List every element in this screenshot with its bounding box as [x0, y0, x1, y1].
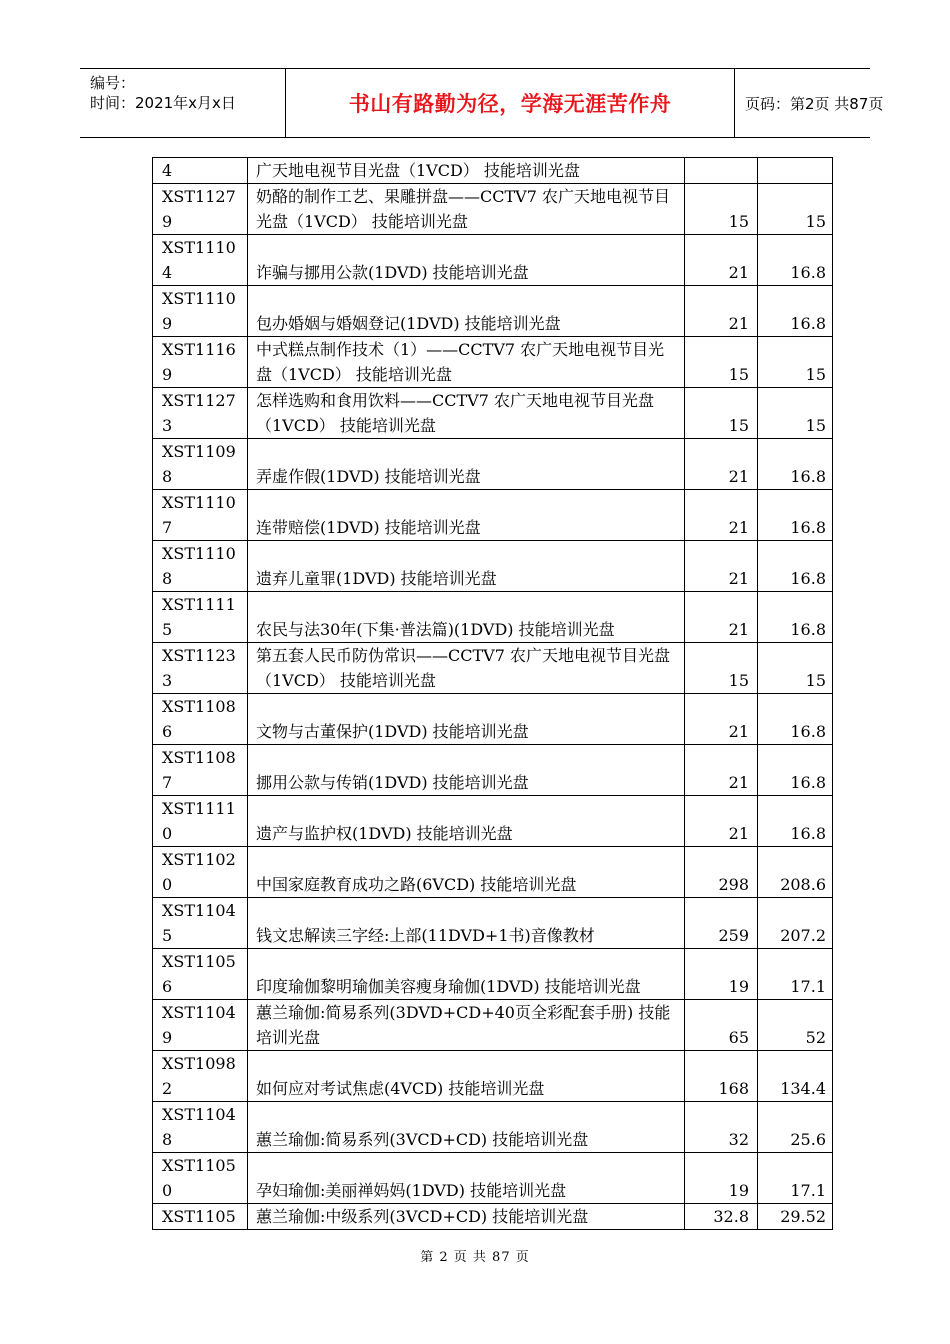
item-price: 19 [685, 1153, 758, 1204]
item-code-part: XST1104 [162, 1003, 236, 1022]
item-title: 蕙兰瑜伽:简易系列(3VCD+CD) 技能培训光盘 [248, 1102, 685, 1153]
item-discount-price: 17.1 [758, 1153, 833, 1204]
item-discount-price: 15 [758, 184, 833, 235]
item-code-part: XST1111 [162, 595, 236, 614]
item-title: 弄虚作假(1DVD) 技能培训光盘 [248, 439, 685, 490]
item-price: 21 [685, 796, 758, 847]
item-discount-price: 15 [758, 337, 833, 388]
item-code-cell [153, 1153, 248, 1204]
item-code-part: XST1110 [162, 493, 236, 512]
item-code-part: XST1102 [162, 850, 236, 869]
item-price: 32.8 [685, 1204, 758, 1230]
header-motto-cell [285, 69, 735, 137]
table-row [153, 847, 833, 898]
table-row [153, 541, 833, 592]
table-row [153, 337, 833, 388]
item-price: 21 [685, 745, 758, 796]
item-price: 21 [685, 439, 758, 490]
item-price: 15 [685, 184, 758, 235]
item-code-cell [153, 184, 248, 235]
item-code-cell [153, 388, 248, 439]
item-code-cell [153, 694, 248, 745]
item-code-cell [153, 949, 248, 1000]
item-title: 中式糕点制作技术（1）——CCTV7 农广天地电视节目光盘（1VCD） 技能培训光盘 [248, 337, 685, 388]
table-row [153, 796, 833, 847]
item-code-part: XST1110 [162, 289, 236, 308]
item-code-cell [153, 490, 248, 541]
table-row [153, 1102, 833, 1153]
item-discount-price: 16.8 [758, 592, 833, 643]
item-code-cell [153, 745, 248, 796]
table-row [153, 490, 833, 541]
item-title: 遗弃儿童罪(1DVD) 技能培训光盘 [248, 541, 685, 592]
item-code-cell [153, 286, 248, 337]
item-price: 259 [685, 898, 758, 949]
item-code-part: 8 [162, 1130, 173, 1149]
item-code-part: 5 [162, 926, 173, 945]
table-row [153, 643, 833, 694]
item-code-part: XST1110 [162, 544, 236, 563]
item-code-part: 3 [162, 671, 173, 690]
item-price: 15 [685, 388, 758, 439]
table-row [153, 388, 833, 439]
item-title: 蕙兰瑜伽:简易系列(3DVD+CD+40页全彩配套手册) 技能培训光盘 [248, 1000, 685, 1051]
item-code-part: 4 [162, 161, 173, 180]
item-code-cell [153, 235, 248, 286]
item-price: 32 [685, 1102, 758, 1153]
page-footer: 第 2 页 共 87 页 [420, 1250, 530, 1265]
table-row [153, 1153, 833, 1204]
item-discount-price: 207.2 [758, 898, 833, 949]
item-code-part: 7 [162, 773, 173, 792]
item-code-cell [153, 1000, 248, 1051]
item-code-cell [153, 898, 248, 949]
item-price: 21 [685, 541, 758, 592]
item-code-part: 0 [162, 1181, 173, 1200]
item-price: 21 [685, 694, 758, 745]
item-code-part: 8 [162, 467, 173, 486]
item-code-part: 9 [162, 314, 173, 333]
item-code-part: XST1104 [162, 901, 236, 920]
item-title: 中国家庭教育成功之路(6VCD) 技能培训光盘 [248, 847, 685, 898]
item-code-part: 8 [162, 569, 173, 588]
item-code-part: 6 [162, 977, 173, 996]
table-row [153, 745, 833, 796]
table-row [153, 439, 833, 490]
item-discount-price: 29.52 [758, 1204, 833, 1230]
item-code-part: XST1127 [162, 391, 236, 410]
item-discount-price [758, 158, 833, 184]
header-meta [80, 69, 285, 137]
item-price: 21 [685, 235, 758, 286]
item-code-part: XST1098 [162, 1054, 236, 1073]
item-code-part: 6 [162, 722, 173, 741]
table-row [153, 1204, 833, 1230]
item-code-cell [153, 439, 248, 490]
item-title: 诈骗与挪用公款(1DVD) 技能培训光盘 [248, 235, 685, 286]
item-code-part: XST1109 [162, 442, 236, 461]
item-code-part: 3 [162, 416, 173, 435]
item-code-part: XST1127 [162, 187, 236, 206]
item-code-part: XST1110 [162, 238, 236, 257]
item-price: 21 [685, 490, 758, 541]
item-code-part: XST1116 [162, 340, 236, 359]
item-price: 65 [685, 1000, 758, 1051]
item-code-part: 4 [162, 263, 173, 282]
item-code-cell [153, 592, 248, 643]
item-code-cell [153, 1204, 248, 1230]
item-discount-price: 16.8 [758, 796, 833, 847]
table-row [153, 592, 833, 643]
item-title: 钱文忠解读三字经:上部(11DVD+1书)音像教材 [248, 898, 685, 949]
serial-number-label: 编号： [90, 74, 136, 92]
header-page-info: 页码：第2页 共87页 [745, 94, 884, 113]
item-title: 如何应对考试焦虑(4VCD) 技能培训光盘 [248, 1051, 685, 1102]
item-discount-price: 16.8 [758, 235, 833, 286]
table-row [153, 1000, 833, 1051]
item-code-cell [153, 1102, 248, 1153]
item-title: 蕙兰瑜伽:中级系列(3VCD+CD) 技能培训光盘 [248, 1204, 685, 1230]
item-title: 连带赔偿(1DVD) 技能培训光盘 [248, 490, 685, 541]
item-price: 21 [685, 592, 758, 643]
item-code-cell [153, 796, 248, 847]
item-discount-price: 16.8 [758, 694, 833, 745]
item-code-part: XST1108 [162, 697, 236, 716]
item-code-part: 9 [162, 365, 173, 384]
item-discount-price: 15 [758, 388, 833, 439]
item-title: 遗产与监护权(1DVD) 技能培训光盘 [248, 796, 685, 847]
item-code-part: XST1105 [162, 952, 236, 971]
item-title: 孕妇瑜伽:美丽禅妈妈(1DVD) 技能培训光盘 [248, 1153, 685, 1204]
table-row [153, 949, 833, 1000]
item-discount-price: 16.8 [758, 745, 833, 796]
table-row [153, 235, 833, 286]
item-discount-price: 16.8 [758, 286, 833, 337]
item-code-part: 5 [162, 620, 173, 639]
item-code-part: XST1123 [162, 646, 236, 665]
item-code-part: 0 [162, 875, 173, 894]
item-code-part: 7 [162, 518, 173, 537]
item-title: 奶酪的制作工艺、果雕拼盘——CCTV7 农广天地电视节目光盘（1VCD） 技能培训光盘 [248, 184, 685, 235]
item-discount-price: 16.8 [758, 439, 833, 490]
item-code-cell [153, 337, 248, 388]
item-code-part: XST1108 [162, 748, 236, 767]
item-code-part: 0 [162, 824, 173, 843]
table-row [153, 1051, 833, 1102]
product-table [152, 157, 833, 1230]
item-price: 19 [685, 949, 758, 1000]
page-header [80, 68, 884, 138]
item-code-cell [153, 158, 248, 184]
table-row [153, 286, 833, 337]
item-title: 挪用公款与传销(1DVD) 技能培训光盘 [248, 745, 685, 796]
item-code-part: 2 [162, 1079, 173, 1098]
item-discount-price: 17.1 [758, 949, 833, 1000]
item-code-part: XST1105 [162, 1156, 236, 1175]
table-row [153, 694, 833, 745]
item-discount-price: 208.6 [758, 847, 833, 898]
item-price: 298 [685, 847, 758, 898]
item-price: 15 [685, 643, 758, 694]
date-label: 时间：2021年x月x日 [90, 94, 236, 112]
product-table-body [153, 158, 833, 1230]
item-discount-price: 16.8 [758, 490, 833, 541]
item-title: 印度瑜伽黎明瑜伽美容瘦身瑜伽(1DVD) 技能培训光盘 [248, 949, 685, 1000]
item-discount-price: 134.4 [758, 1051, 833, 1102]
item-title: 广天地电视节目光盘（1VCD） 技能培训光盘 [248, 158, 685, 184]
item-title: 农民与法30年(下集·普法篇)(1DVD) 技能培训光盘 [248, 592, 685, 643]
item-price: 15 [685, 337, 758, 388]
item-code-part: 9 [162, 1028, 173, 1047]
item-title: 怎样选购和食用饮料——CCTV7 农广天地电视节目光盘（1VCD） 技能培训光盘 [248, 388, 685, 439]
item-code-cell [153, 1051, 248, 1102]
item-discount-price: 16.8 [758, 541, 833, 592]
item-title: 包办婚姻与婚姻登记(1DVD) 技能培训光盘 [248, 286, 685, 337]
item-title: 文物与古董保护(1DVD) 技能培训光盘 [248, 694, 685, 745]
item-code-part: XST1104 [162, 1105, 236, 1124]
item-price: 168 [685, 1051, 758, 1102]
item-code-part: 9 [162, 212, 173, 231]
item-discount-price: 25.6 [758, 1102, 833, 1153]
item-code-part: XST1111 [162, 799, 236, 818]
table-row [153, 184, 833, 235]
item-discount-price: 52 [758, 1000, 833, 1051]
item-title: 第五套人民币防伪常识——CCTV7 农广天地电视节目光盘（1VCD） 技能培训光盘 [248, 643, 685, 694]
item-code-cell [153, 847, 248, 898]
table-row [153, 158, 833, 184]
item-price: 21 [685, 286, 758, 337]
item-code-cell [153, 541, 248, 592]
item-discount-price: 15 [758, 643, 833, 694]
table-row [153, 898, 833, 949]
item-code-cell [153, 643, 248, 694]
item-code-part: XST1105 [162, 1207, 236, 1226]
item-price [685, 158, 758, 184]
header-motto: 书山有路勤为径，学海无涯苦作舟 [348, 92, 672, 116]
